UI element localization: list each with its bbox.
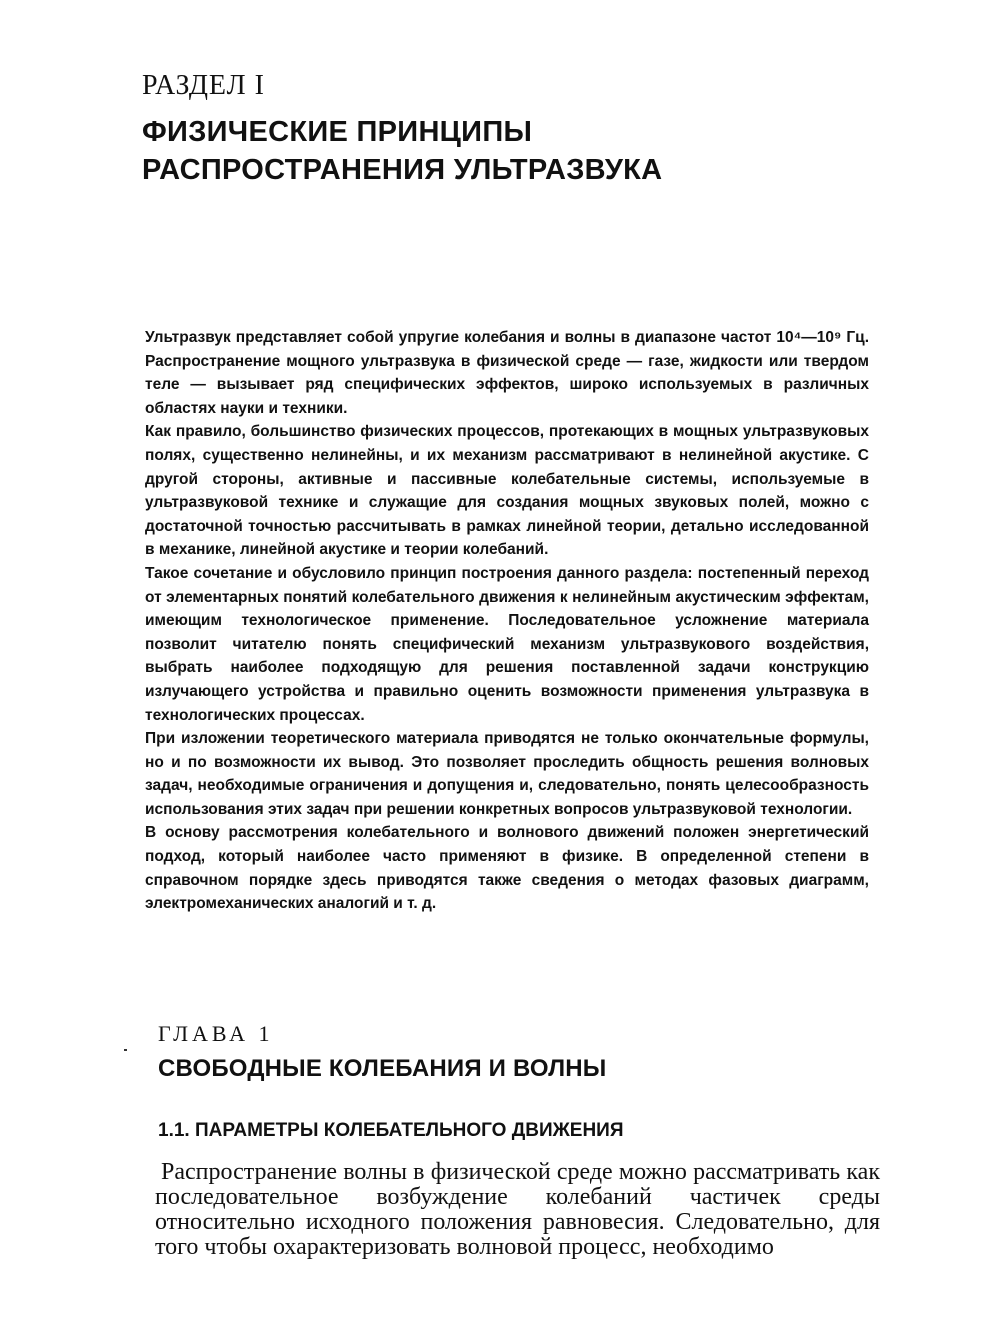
chapter-label: ГЛАВА 1 [158, 1021, 274, 1046]
part-label: РАЗДЕЛ I [142, 70, 265, 101]
intro-paragraph: Ультразвук представляет собой упругие колебания и волны в диапазоне частот 10⁴—10⁹ Гц. Распространение мощного ультразвука в физической среде — газе, жидкости или твердом теле — вызывает ряд специфических эффектов, широко используемых в различных областях науки и техники. [145, 329, 869, 417]
scan-speck [124, 1049, 127, 1051]
part-title-line-2: РАСПРОСТРАНЕНИЯ УЛЬТРАЗВУКА [142, 154, 663, 186]
intro-paragraph: В основу рассмотрения колебательного и волнового движений положен энергетический подход, который наиболее часто применяют в физике. В определенной степени в справочном порядке здесь приводятся также сведения о методах фазовых диаграмм, электромеханических аналогий и т. д. [145, 824, 869, 913]
section-title: 1.1. ПАРАМЕТРЫ КОЛЕБАТЕЛЬНОГО ДВИЖЕНИЯ [158, 1120, 624, 1141]
intro-paragraph: При изложении теоретического материала приводятся не только окончательные формулы, но и по возможности их вывод. Это позволяет проследить общность решения волновых задач, необходимые ограничения и допущения и, следовательно, понять целесообразность использования этих задач при решении конкретных вопросов ультразвуковой технологии. [145, 730, 869, 818]
section-body-text: Распространение волны в физической среде можно рассматривать как последовательное возбуждение колебаний частичек среды относительно исходного положения равновесия. Следовательно, для того чтобы охарактеризовать волновой процесс, необходимо [155, 1159, 880, 1260]
part-title-line-1: ФИЗИЧЕСКИЕ ПРИНЦИПЫ [142, 116, 533, 148]
part-intro [145, 326, 869, 916]
intro-paragraph: Как правило, большинство физических процессов, протекающих в мощных ультразвуковых полях, существенно нелинейны, и их механизм рассматривают в нелинейной акустике. С другой стороны, активные и пассивные колебательные системы, используемые в ультразвуковой технике и служащие для создания мощных звуковых полей, можно с достаточной точностью рассчитывать в рамках линейной теории, детально исследованной в механике, линейной акустике и теории колебаний. [145, 423, 869, 559]
intro-paragraph: Такое сочетание и обусловило принцип построения данного раздела: постепенный переход от элементарных понятий колебательного движения к нелинейным акустическим эффектам, имеющим технологическое применение. Последовательное усложнение материала позволит читателю понять специфический механизм ультразвукового воздействия, выбрать наиболее подходящую для решения поставленной задачи конструкцию излучающего устройства и правильно оценить возможности применения ультразвука в технологических процессах. [145, 564, 869, 724]
part-title [142, 113, 862, 189]
chapter-title: СВОБОДНЫЕ КОЛЕБАНИЯ И ВОЛНЫ [158, 1055, 607, 1082]
